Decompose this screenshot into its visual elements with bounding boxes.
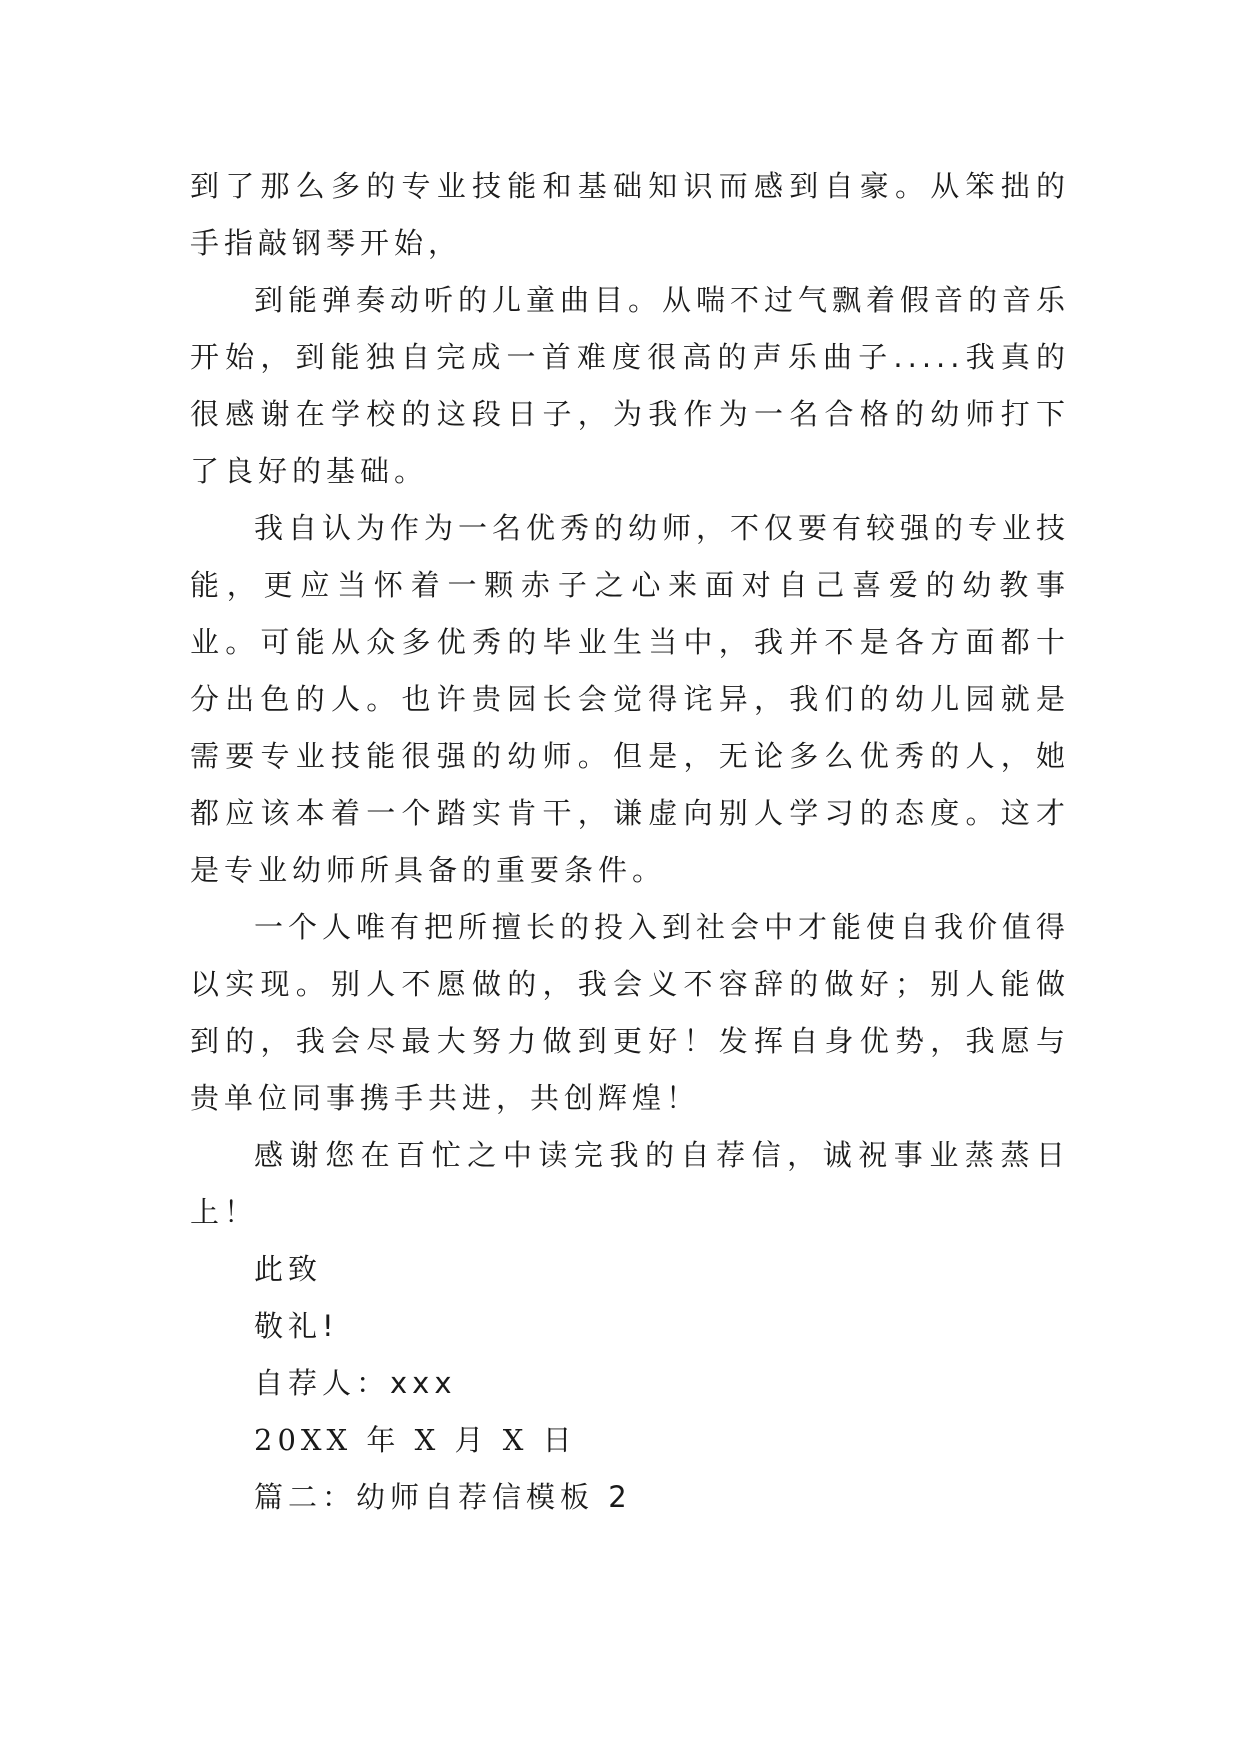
sender-line: 自荐人：xxx [254, 1366, 457, 1400]
date-line: 20XX 年 X 月 X 日 [254, 1423, 577, 1457]
letter-body [190, 158, 1070, 1526]
regards: 敬礼! [254, 1309, 339, 1343]
paragraph-continued: 到了那么多的专业技能和基础知识而感到自豪。从笨拙的手指敲钢琴开始， [190, 169, 1070, 260]
salutation: 此致 [254, 1252, 323, 1286]
paragraph-self-assessment: 我自认为作为一名优秀的幼师，不仅要有较强的专业技能，更应当怀着一颗赤子之心来面对自己喜爱的幼教事业。可能从众多优秀的毕业生当中，我并不是各方面都十分出色的人。也许贵园长会觉得诧异，我们的幼儿园就是需要专业技能很强的幼师。但是，无论多么优秀的人，她都应该本着一个踏实肯干，谦虚向别人学习的态度。这才是专业幼师所具备的重要条件。 [190, 511, 1071, 887]
paragraph-skills: 到能弹奏动听的儿童曲目。从喘不过气飘着假音的音乐开始，到能独自完成一首难度很高的声乐曲子.....我真的很感谢在学校的这段日子，为我作为一名合格的幼师打下了良好的基础。 [190, 283, 1071, 488]
next-section-title: 篇二：幼师自荐信模板 2 [254, 1480, 632, 1514]
paragraph-thanks: 感谢您在百忙之中读完我的自荐信，诚祝事业蒸蒸日上！ [190, 1138, 1070, 1229]
paragraph-self-value: 一个人唯有把所擅长的投入到社会中才能使自我价值得以实现。别人不愿做的，我会义不容辞的做好；别人能做到的，我会尽最大努力做到更好！发挥自身优势，我愿与贵单位同事携手共进，共创辉煌！ [190, 910, 1071, 1115]
